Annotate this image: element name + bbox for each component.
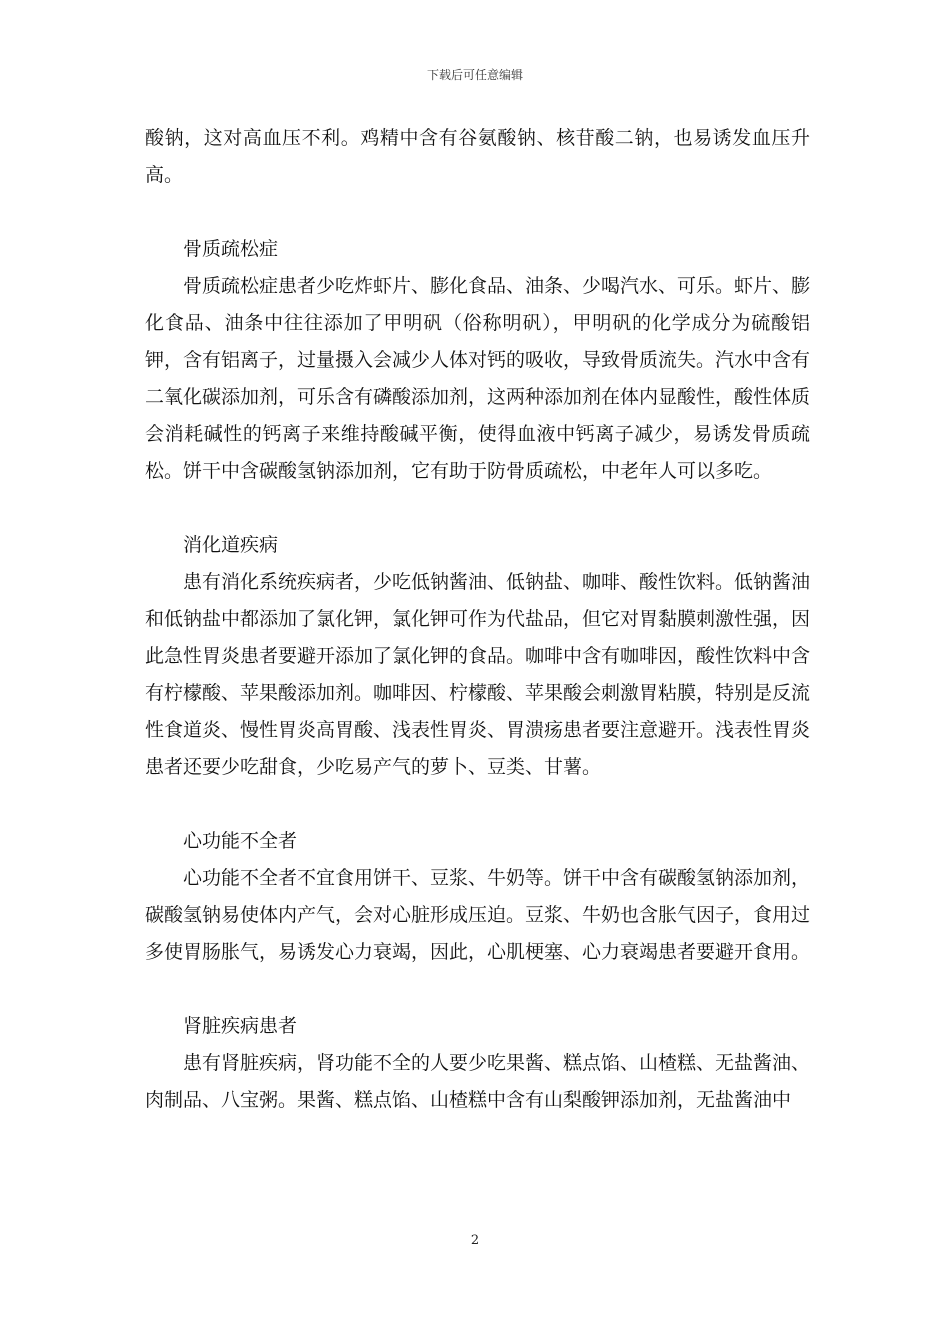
kidney-heading: 肾脏疾病患者: [183, 1015, 298, 1037]
section-gap: [145, 786, 810, 823]
cardiac-paragraph: 心功能不全者不宜食用饼干、豆浆、牛奶等。饼干中含有碳酸氢钠添加剂，碳酸氢钠易使体内产气，会对心脏形成压迫。豆浆、牛奶也含胀气因子，食用过多使胃肠胀气，易诱发心力衰竭，因此，心肌梗塞、心力衰竭患者要避开食用。: [145, 867, 811, 963]
page-number: 2: [470, 1233, 480, 1248]
osteoporosis-paragraph: 骨质疏松症患者少吃炸虾片、膨化食品、油条、少喝汽水、可乐。虾片、膨化食品、油条中往往添加了甲明矾（俗称明矾），甲明矾的化学成分为硫酸铝钾，含有铝离子，过量摄入会减少人体对钙的吸收，导致骨质流失。汽水中含有二氧化碳添加剂，可乐含有磷酸添加剂，这两种添加剂在体内显酸性，酸性体质会消耗碱性的钙离子来维持酸碱平衡，使得血液中钙离子减少，易诱发骨质疏松。饼干中含碳酸氢钠添加剂，它有助于防骨质疏松，中老年人可以多吃。: [145, 275, 811, 482]
intro-paragraph: 酸钠，这对高血压不利。鸡精中含有谷氨酸钠、核苷酸二钠，也易诱发血压升高。: [145, 127, 810, 186]
digestive-heading: 消化道疾病: [183, 534, 279, 556]
section-gap: [145, 971, 810, 1008]
osteoporosis-heading: 骨质疏松症: [183, 238, 279, 260]
section-gap: [145, 490, 810, 527]
kidney-paragraph: 患有肾脏疾病，肾功能不全的人要少吃果酱、糕点馅、山楂糕、无盐酱油、肉制品、八宝粥。果酱、糕点馅、山楂糕中含有山梨酸钾添加剂，无盐酱油中: [145, 1052, 811, 1111]
cardiac-heading: 心功能不全者: [183, 830, 298, 852]
section-gap: [145, 194, 810, 231]
page-header: 下载后可任意编辑: [426, 68, 523, 82]
document-body: [145, 120, 810, 1119]
digestive-paragraph: 患有消化系统疾病者，少吃低钠酱油、低钠盐、咖啡、酸性饮料。低钠酱油和低钠盐中都添加了氯化钾，氯化钾可作为代盐品，但它对胃黏膜刺激性强，因此急性胃炎患者要避开添加了氯化钾的食品。咖啡中含有咖啡因，酸性饮料中含有柠檬酸、苹果酸添加剂。咖啡因、柠檬酸、苹果酸会刺激胃粘膜，特别是反流性食道炎、慢性胃炎高胃酸、浅表性胃炎、胃溃疡患者要注意避开。浅表性胃炎患者还要少吃甜食，少吃易产气的萝卜、豆类、甘薯。: [145, 571, 811, 778]
